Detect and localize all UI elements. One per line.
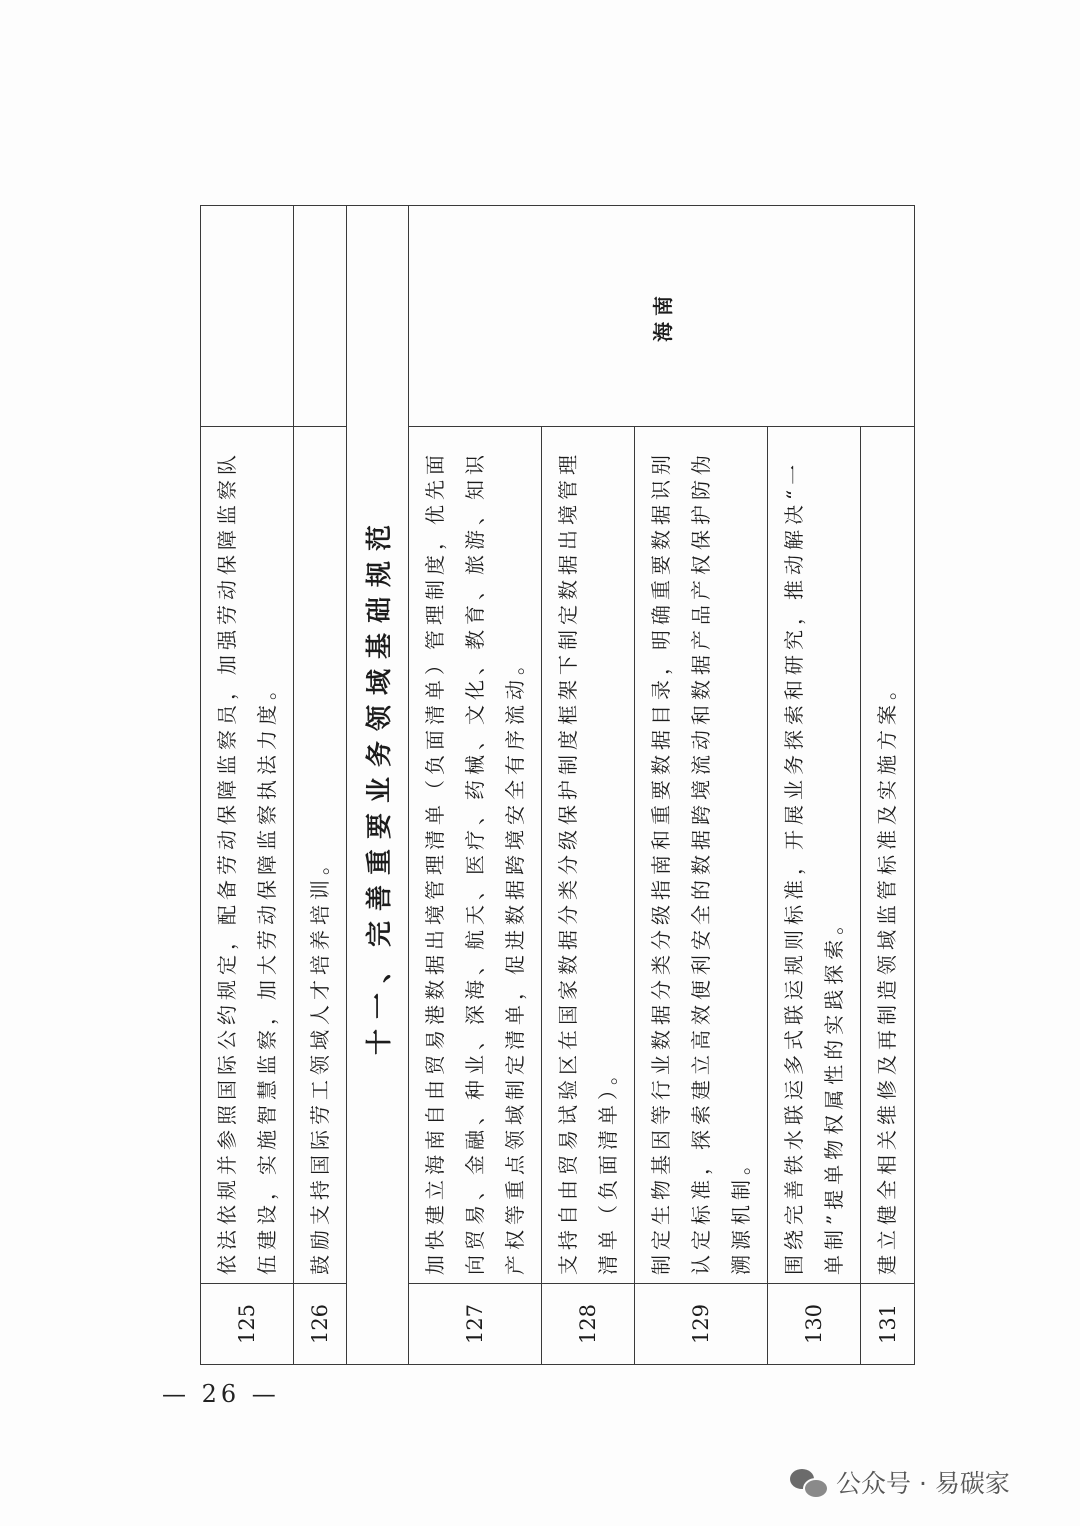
row-number: 126 [294, 1284, 347, 1365]
row-content: 支持自由贸易试验区在国家数据分类分级保护制度框架下制定数据出境管理清单（负面清单）。 [542, 427, 635, 1284]
row-number: 127 [409, 1284, 542, 1365]
row-number: 129 [635, 1284, 768, 1365]
section-title: 十一、完善重要业务领域基础规范 [347, 206, 409, 1365]
row-number: 125 [201, 1284, 294, 1365]
section-header-row [347, 206, 409, 1365]
row-content: 建立健全相关维修及再制造领域监管标准及实施方案。 [861, 427, 915, 1284]
row-number: 128 [542, 1284, 635, 1365]
row-region: 海南 [409, 206, 915, 427]
row-content: 依法依规并参照国际公约规定，配备劳动保障监察员，加强劳动保障监察队伍建设，实施智慧监察，加大劳动保障监察执法力度。 [201, 427, 294, 1284]
page-number: — 26 — [162, 1380, 280, 1408]
row-content: 加快建立海南自由贸易港数据出境管理清单（负面清单）管理制度，优先面向贸易、金融、种业、深海、航天、医疗、药械、文化、教育、旅游、知识产权等重点领域制定清单，促进数据跨境安全有序流动。 [409, 427, 542, 1284]
table-row [409, 206, 542, 1365]
rotated-table-page [200, 205, 900, 1365]
wechat-icon [790, 1467, 826, 1497]
row-content: 制定生物基因等行业数据分类分级指南和重要数据目录，明确重要数据识别认定标准，探索建立高效便利安全的数据跨境流动和数据产品产权保护防伪溯源机制。 [635, 427, 768, 1284]
row-number: 131 [861, 1284, 915, 1365]
watermark [790, 1464, 1010, 1500]
row-region [294, 206, 347, 427]
row-number: 130 [768, 1284, 861, 1365]
row-content: 围绕完善铁水联运多式联运规则标准，开展业务探索和研究，推动解决“一单制”提单物权属性的实践探索。 [768, 427, 861, 1284]
measures-table [200, 205, 915, 1365]
table-row [201, 206, 294, 1365]
table-row [294, 206, 347, 1365]
row-region [201, 206, 294, 427]
watermark-text: 公众号 · 易碳家 [836, 1469, 1010, 1498]
row-content: 鼓励支持国际劳工领域人才培养培训。 [294, 427, 347, 1284]
